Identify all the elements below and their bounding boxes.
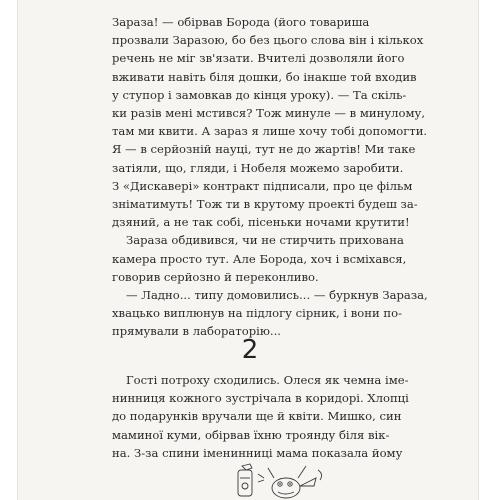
text-line: Зараза обдивився, чи не стирчить прихована xyxy=(126,233,404,248)
text-line: нинниця кожного зустрічала в коридорі. Хлопці xyxy=(112,391,409,406)
text-line: дзяний, а не так собі, пісеньки ночами крутити! xyxy=(112,215,410,230)
illustration-doodle xyxy=(228,456,328,500)
text-line: хвацько виплюнув на підлогу сірник, і вони по- xyxy=(112,306,403,321)
text-line: зніматимуть! Тож ти в крутому проекті будеш за- xyxy=(112,197,418,212)
text-line: Зараза! — обірвав Борода (його товариша xyxy=(112,15,370,29)
text-line: прямували в лабораторію... xyxy=(112,324,281,339)
text-line: маминої куми, обірвав їхню троянду біля вік- xyxy=(112,427,390,442)
text-line: затіяли, що, гляди, і Нобеля можемо заробити. xyxy=(112,160,404,175)
chapter-number: 2 xyxy=(241,335,259,365)
text-line: говорив серйозно й переконливо. xyxy=(112,269,319,284)
text-line: прозвали Заразою, бо без цього слова він і кількох xyxy=(112,33,424,48)
text-line: З «Дискавері» контракт підписали, про це фільм xyxy=(112,178,413,193)
text-line: речень не міг зв'язати. Вчителі дозволяли його xyxy=(112,51,405,66)
text-line: Гості потроху сходились. Олеся як чемна іме- xyxy=(126,373,409,387)
text-line: у ступор і замовкав до кінця уроку). — Та скіль- xyxy=(112,87,407,102)
text-block-bottom xyxy=(112,371,409,462)
text-line: Я — в серйозній науці, тут не до жартів! Ми таке xyxy=(112,142,416,157)
text-line: там ми квити. А зараз я лише хочу тобі допомогти. xyxy=(112,124,428,139)
text-line: — Ладно... типу домовились... — буркнув Зараза, xyxy=(126,288,428,303)
text-line: вживати навіть біля дошки, бо інакше той входив xyxy=(112,69,417,84)
text-line: камера просто тут. Але Борода, хоч і всміхався, xyxy=(112,251,407,266)
text-line: на. З-за спини іменинниці мама показала йому xyxy=(112,445,403,460)
text-block-top xyxy=(112,13,428,341)
text-line: до подарунків вручали ще й квіти. Мишко, син xyxy=(112,409,402,424)
text-line: ки разів мені мстився? Тож минуле — в минулому, xyxy=(112,106,426,121)
